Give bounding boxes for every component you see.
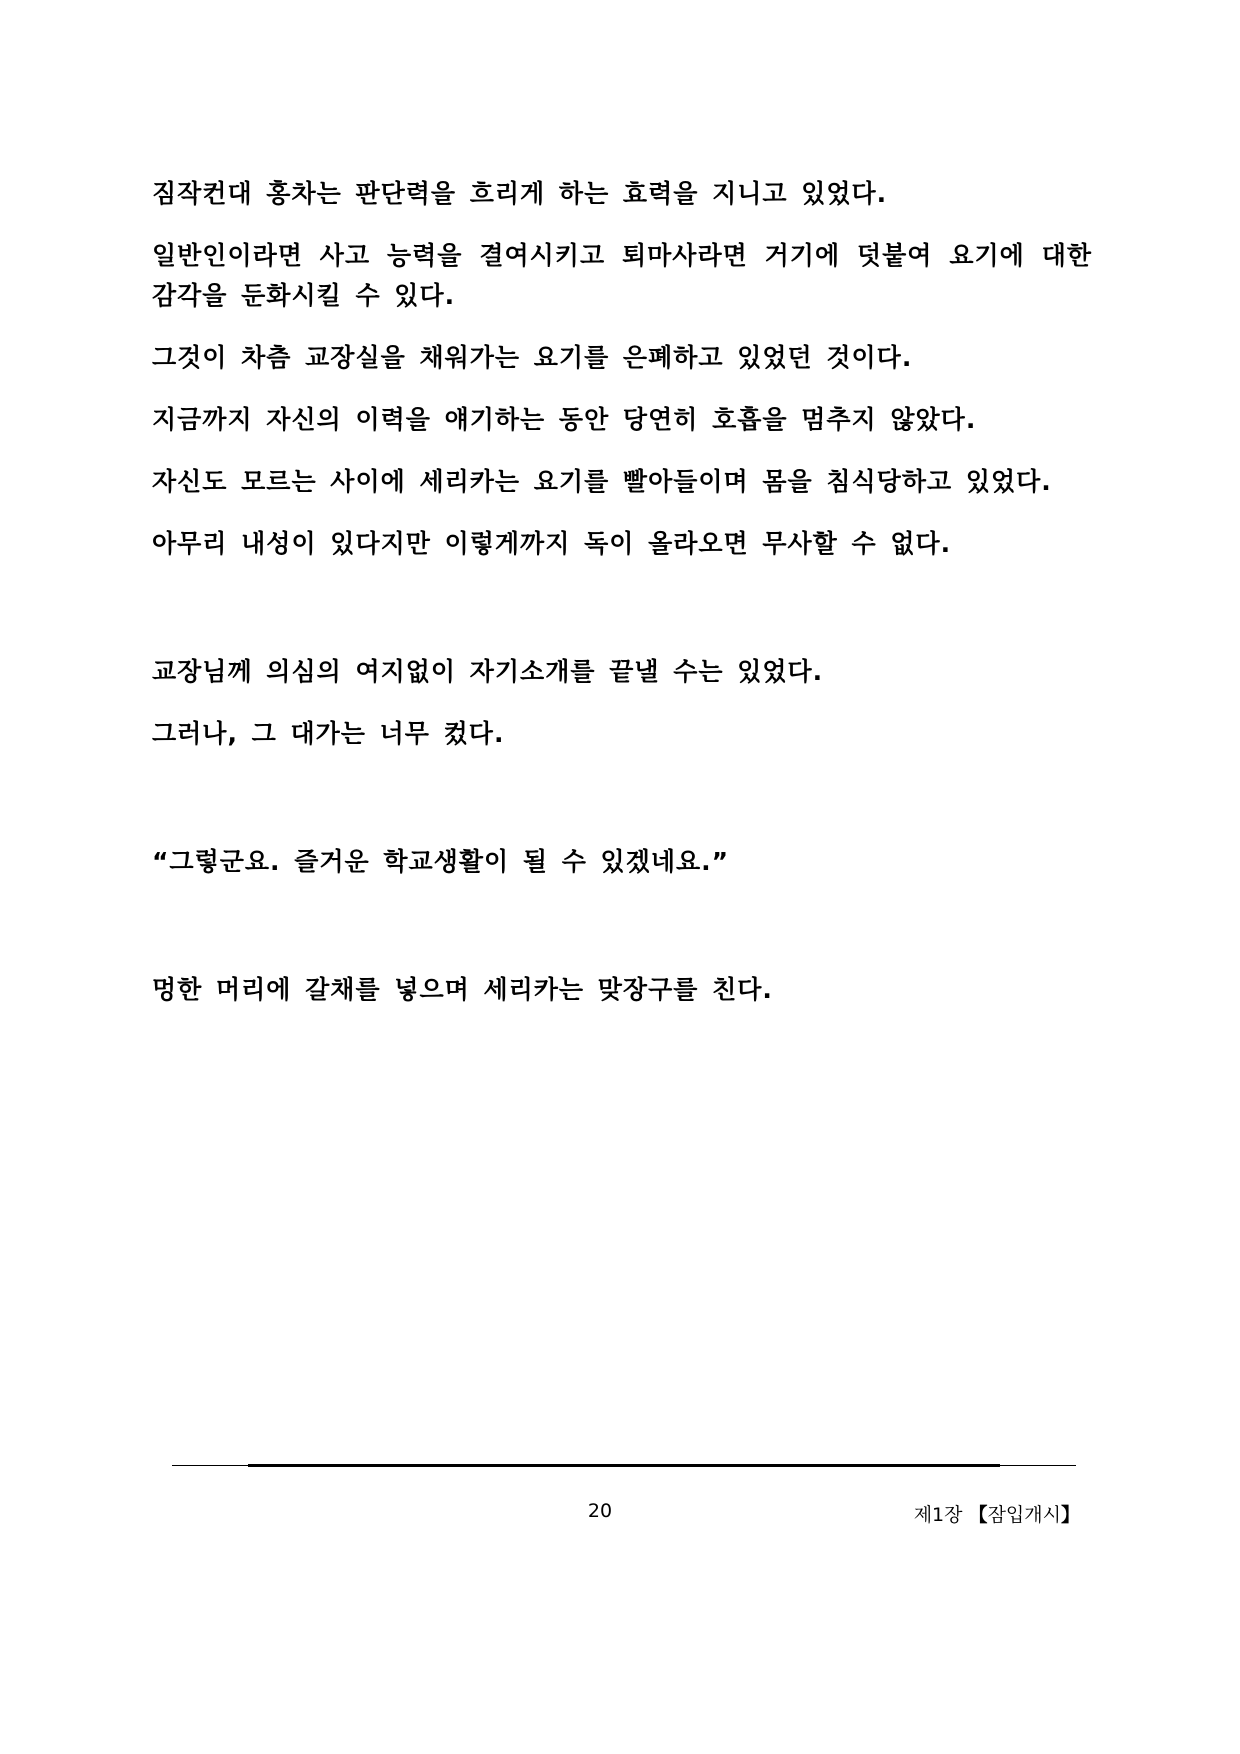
chapter-prefix: 제1장 [913, 1504, 969, 1526]
paragraph-gap [152, 904, 1092, 970]
paragraph-gap [152, 776, 1092, 842]
paragraph: 그러나, 그 대가는 너무 컸다. [152, 719, 505, 748]
chapter-open-bracket: 【 [968, 1504, 988, 1526]
chapter-label [880, 1500, 1080, 1527]
paragraph: 교장님께 의심의 여지없이 자기소개를 끝낼 수는 있었다. [152, 657, 824, 686]
paragraph: 그것이 차츰 교장실을 채워가는 요기를 은폐하고 있었던 것이다. [152, 343, 913, 372]
paragraph: 멍한 머리에 갈채를 넣으며 세리카는 맞장구를 친다. [152, 975, 773, 1004]
chapter-close-bracket: 】 [1060, 1504, 1080, 1526]
paragraph: 일반인이라면 사고 능력을 결여시키고 퇴마사라면 거기에 덧붙여 요기에 대한 감각을 둔화시킬 수 있다. [152, 241, 1106, 310]
paragraph: 자신도 모르는 사이에 세리카는 요기를 빨아들이며 몸을 침식당하고 있었다. [152, 467, 1052, 496]
page-number: 20 [587, 1500, 613, 1522]
paragraph: 지금까지 자신의 이력을 얘기하는 동안 당연히 호흡을 멈추지 않았다. [152, 405, 977, 434]
page-body [152, 174, 1106, 1032]
footer-divider-thick [248, 1464, 1000, 1467]
paragraph-gap [152, 586, 1092, 652]
paragraph: 짐작컨대 홍차는 판단력을 흐리게 하는 효력을 지니고 있었다. [152, 179, 888, 208]
chapter-title: 잠입개시 [987, 1504, 1061, 1526]
paragraph: 아무리 내성이 있다지만 이렇게까지 독이 올라오면 무사할 수 없다. [152, 529, 952, 558]
dialogue-line: “그렇군요. 즐거운 학교생활이 될 수 있겠네요.” [152, 847, 730, 876]
